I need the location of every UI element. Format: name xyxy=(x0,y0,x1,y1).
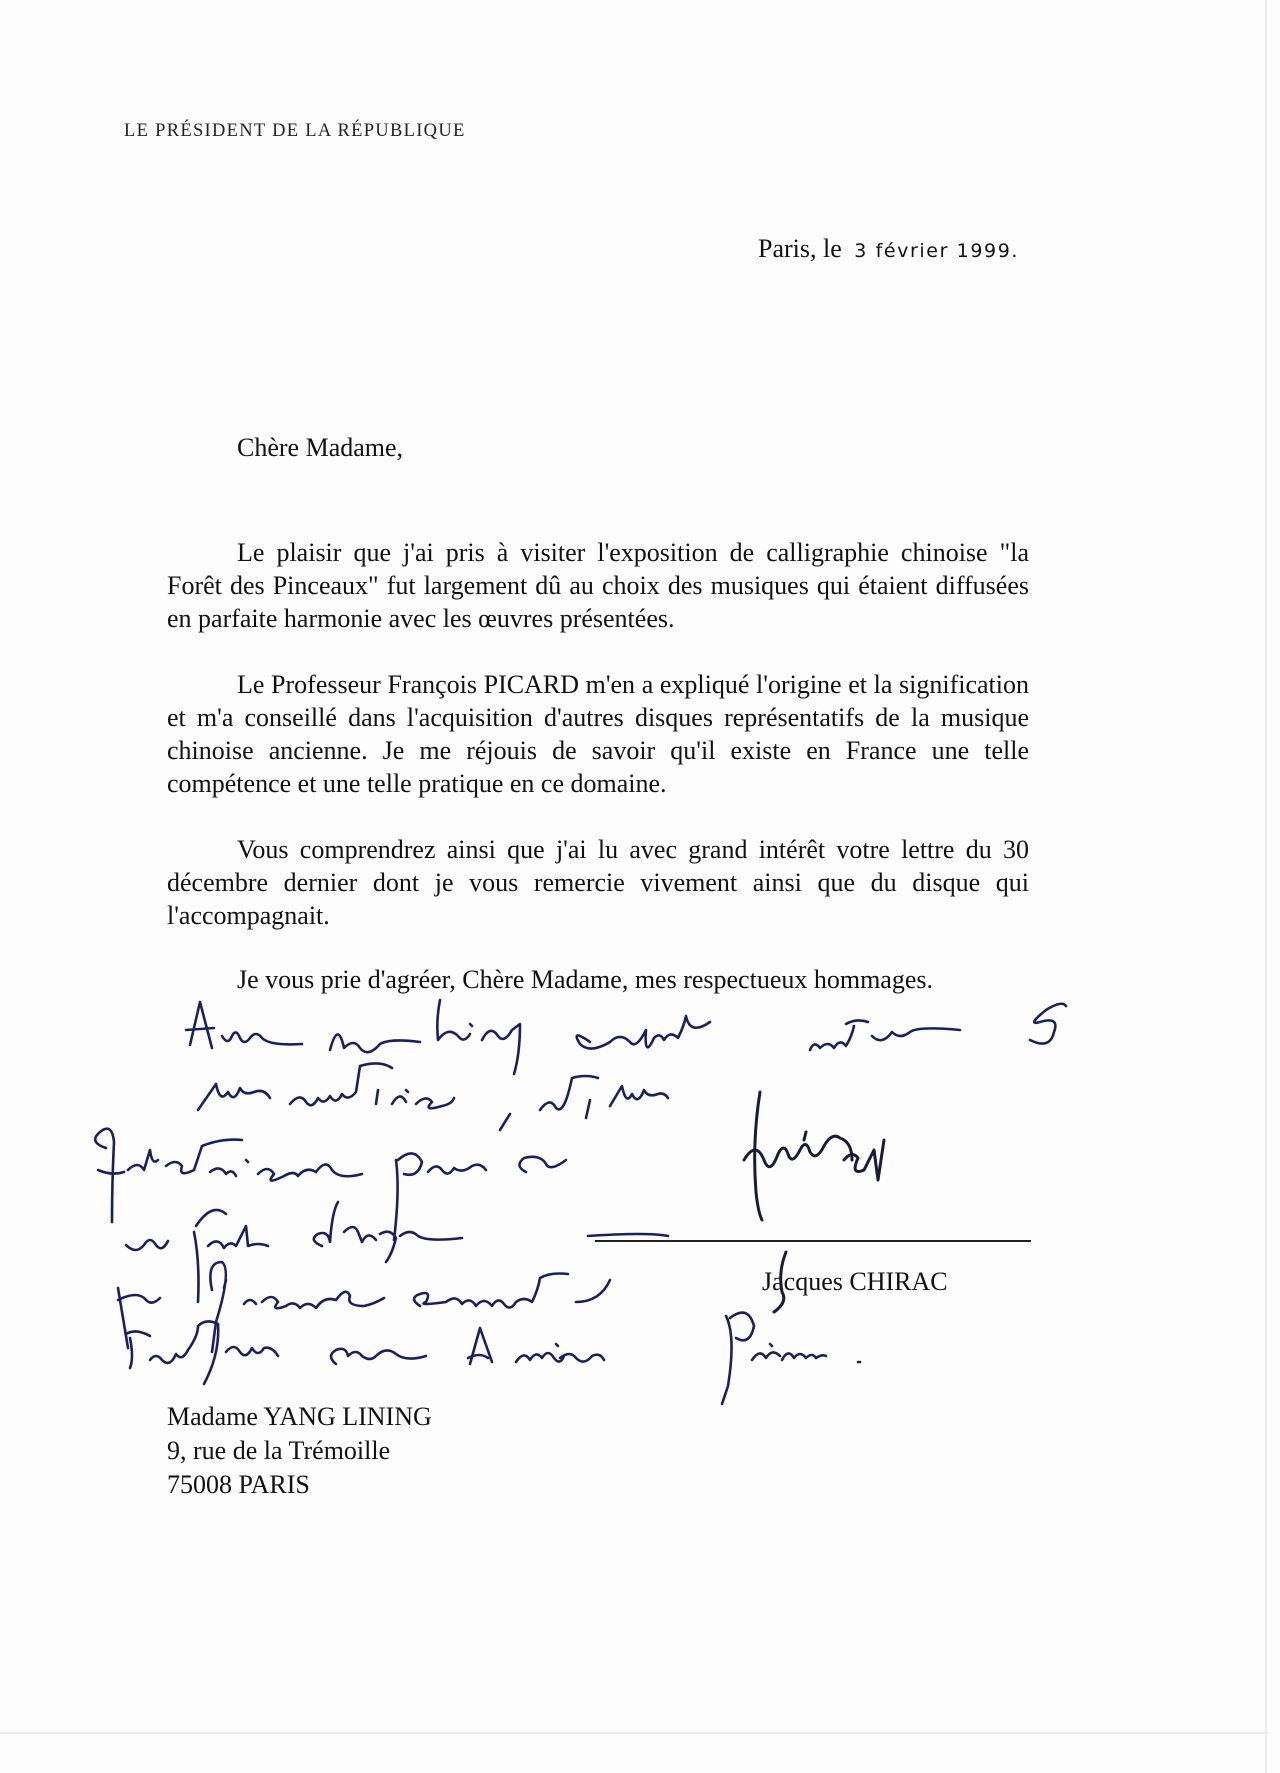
letterhead: LE PRÉSIDENT DE LA RÉPUBLIQUE xyxy=(124,121,466,141)
recipient-city: 75008 PARIS xyxy=(167,1470,310,1499)
body-paragraph-2: Le Professeur François PICARD m'en a expliqué l'origine et la signification et m'a conseillé dans l'acquisition d'autres disques représentatifs de la musique chinoise ancienne. Je me réjouis de savoir qu'il existe en France une telle compétence et une telle pratique en ce domaine. xyxy=(167,670,1029,798)
signature-line xyxy=(595,1240,1031,1242)
handwritten-note-line-5 xyxy=(118,1262,610,1352)
page-edge-bottom xyxy=(0,1732,1268,1734)
dateline-prefix: Paris, le xyxy=(758,234,842,263)
recipient-name: Madame YANG LINING xyxy=(167,1402,432,1431)
body-paragraph-3: Vous comprendrez ainsi que j'ai lu avec grand intérêt votre lettre du 30 décembre dernier dont je vous remercie vivement ainsi que du disque qui l'accompagnait. xyxy=(167,835,1029,930)
handwritten-note-line-3 xyxy=(95,1129,566,1240)
page-edge-right xyxy=(1265,0,1267,1773)
handwritten-note-line-6 xyxy=(126,1313,860,1404)
salutation: Chère Madame, xyxy=(237,433,404,462)
recipient-address xyxy=(167,1400,432,1502)
handwritten-note-line-4 xyxy=(126,1202,668,1302)
closing-formula: Je vous prie d'agréer, Chère Madame, mes respectueux hommages. xyxy=(237,965,934,994)
handwritten-note-line-1 xyxy=(186,1000,1066,1074)
dateline xyxy=(758,234,1019,264)
recipient-street: 9, rue de la Trémoille xyxy=(167,1436,391,1465)
signature-name: Jacques CHIRAC xyxy=(762,1267,948,1296)
dateline-date: 3 février 1999. xyxy=(854,240,1020,262)
handwritten-note-line-2 xyxy=(198,1063,668,1130)
body-paragraph-1: Le plaisir que j'ai pris à visiter l'exposition de calligraphie chinoise "la Forêt des Pinceaux" fut largement dû au choix des musiques qui étaient diffusées en parfaite harmonie avec les œuvres présentées. xyxy=(167,538,1029,633)
